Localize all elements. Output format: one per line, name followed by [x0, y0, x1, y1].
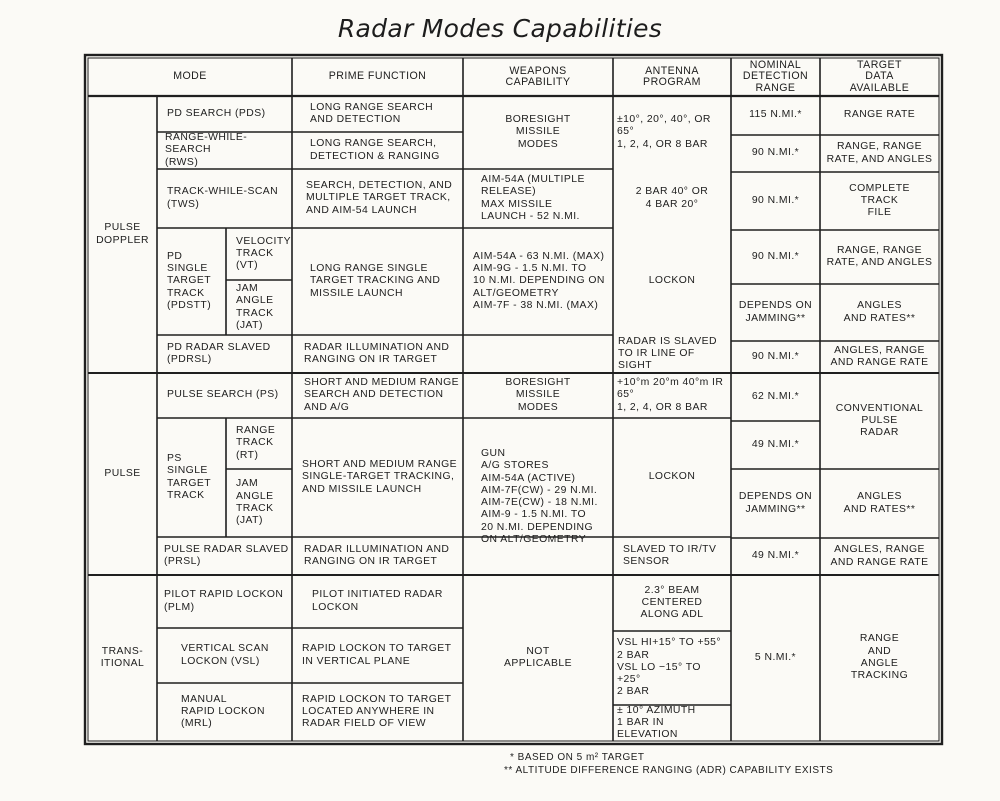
mode-rt: RANGE TRACK (RT) [236, 425, 276, 461]
group-pulse-doppler: PULSE DOPPLER [96, 222, 149, 246]
antenna-pdstt: LOCKON [648, 275, 696, 287]
antenna-mrl: ± 10° AZIMUTH 1 BAR IN ELEVATION [617, 704, 696, 741]
page-title: Radar Modes Capabilities [337, 14, 663, 43]
mode-prsl: PULSE RADAR SLAVED (PRSL) [164, 543, 289, 567]
target-tws: COMPLETE TRACK FILE [849, 182, 910, 219]
mode-pdrsl: PD RADAR SLAVED (PDRSL) [167, 341, 271, 365]
range-rt: 49 N.MI.* [751, 438, 800, 450]
mode-mrl: MANUAL RAPID LOCKON (MRL) [181, 693, 265, 730]
target-prsl: ANGLES, RANGE AND RANGE RATE [830, 544, 929, 568]
function-prsl: RADAR ILLUMINATION AND RANGING ON IR TARGET [304, 543, 450, 567]
weapons-ps: BORESIGHT MISSILE MODES [505, 377, 571, 413]
target-rws: RANGE, RANGE RATE, AND ANGLES [826, 141, 933, 165]
group-transitional: TRANS- ITIONAL [100, 645, 145, 669]
range-jat-pd: DEPENDS ON JAMMING** [738, 300, 813, 324]
antenna-pd-search: ±10°, 20°, 40°, OR 65° 1, 2, 4, OR 8 BAR [617, 114, 711, 150]
header-nominal-detection-range: NOMINAL DETECTION RANGE [742, 58, 809, 94]
mode-jat-pd: JAM ANGLE TRACK (JAT) [236, 282, 274, 331]
mode-vsl: VERTICAL SCAN LOCKON (VSL) [181, 643, 269, 667]
range-ps: 62 N.MI.* [751, 390, 800, 402]
mode-jat-p: JAM ANGLE TRACK (JAT) [236, 478, 274, 527]
antenna-prsl: SLAVED TO IR/TV SENSOR [623, 543, 717, 567]
target-pulse-search: CONVENTIONAL PULSE RADAR [835, 402, 924, 439]
function-plm: PILOT INITIATED RADAR LOCKON [312, 589, 443, 613]
antenna-tws: 2 BAR 40° OR 4 BAR 20° [635, 186, 709, 210]
footnote-adr: ** ALTITUDE DIFFERENCE RANGING (ADR) CAPABILITY EXISTS [504, 765, 834, 776]
function-ps: SHORT AND MEDIUM RANGE SEARCH AND DETECTION AND A/G [304, 377, 460, 413]
antenna-pstt: LOCKON [648, 471, 696, 483]
header-target-data-available: TARGET DATA AVAILABLE [849, 58, 910, 94]
header-mode: MODE [173, 70, 207, 83]
range-prsl: 49 N.MI.* [751, 550, 800, 562]
target-jat-p: ANGLES AND RATES** [843, 491, 916, 515]
mode-vt: VELOCITY TRACK (VT) [236, 235, 291, 272]
weapons-pd-search: BORESIGHT MISSILE MODES [505, 114, 571, 150]
range-transitional: 5 N.MI.* [754, 651, 797, 663]
mode-plm: PILOT RAPID LOCKON (PLM) [164, 589, 284, 613]
weapons-transitional: NOT APPLICABLE [503, 645, 573, 669]
function-pdrsl: RADAR ILLUMINATION AND RANGING ON IR TARGET [304, 341, 450, 365]
antenna-pdrsl: RADAR IS SLAVED TO IR LINE OF SIGHT [618, 335, 717, 372]
function-pstt: SHORT AND MEDIUM RANGE SINGLE-TARGET TRACKING, AND MISSILE LAUNCH [302, 459, 458, 495]
function-mrl: RAPID LOCKON TO TARGET LOCATED ANYWHERE IN RADAR FIELD OF VIEW [302, 693, 452, 730]
mode-tws: TRACK-WHILE-SCAN (TWS) [167, 186, 279, 210]
target-jat-pd: ANGLES AND RATES** [843, 300, 916, 324]
target-vt: RANGE, RANGE RATE, AND ANGLES [826, 244, 933, 268]
antenna-plm: 2.3° BEAM CENTERED ALONG ADL [640, 584, 704, 621]
range-rws: 90 N.MI.* [751, 147, 800, 159]
target-pdrsl: ANGLES, RANGE AND RANGE RATE [830, 344, 929, 368]
antenna-vsl: VSL HI+15° TO +55° 2 BAR VSL LO −15° TO +25° 2 BAR [617, 637, 722, 698]
mode-rws: RANGE-WHILE-SEARCH (RWS) [165, 132, 248, 168]
range-tws: 90 N.MI.* [751, 194, 800, 206]
target-transitional: RANGE AND ANGLE TRACKING [850, 633, 909, 682]
range-pdrsl: 90 N.MI.* [751, 350, 800, 362]
header-weapons-capability: WEAPONS CAPABILITY [505, 64, 571, 88]
mode-ps: PULSE SEARCH (PS) [167, 389, 279, 401]
function-pdstt: LONG RANGE SINGLE TARGET TRACKING AND MISSILE LAUNCH [310, 263, 441, 299]
group-pulse: PULSE [104, 467, 141, 479]
range-pds: 115 N.MI.* [749, 109, 802, 121]
weapons-tws: AIM-54A (MULTIPLE RELEASE) MAX MISSILE LAUNCH - 52 N.MI. [481, 173, 585, 222]
range-vt: 90 N.MI.* [751, 250, 800, 262]
range-jat-p: DEPENDS ON JAMMING** [738, 491, 813, 515]
footnote-target-size: * BASED ON 5 m² TARGET [510, 752, 645, 763]
antenna-ps: +10°m 20°m 40°m IR 65° 1, 2, 4, OR 8 BAR [617, 377, 724, 413]
header-antenna-program: ANTENNA PROGRAM [643, 64, 701, 88]
mode-pds: PD SEARCH (PDS) [167, 107, 266, 119]
function-vsl: RAPID LOCKON TO TARGET IN VERTICAL PLANE [302, 643, 452, 667]
header-prime-function: PRIME FUNCTION [328, 70, 427, 83]
weapons-pdstt: AIM-54A - 63 N.MI. (MAX) AIM-9G - 1.5 N.MI. TO 10 N.MI. DEPENDING ON ALT/GEOMETRY AIM-7F - 38 N.MI. (MAX) [473, 250, 605, 311]
weapons-pstt: GUN A/G STORES AIM-54A (ACTIVE) AIM-7F(CW) - 29 N.MI. AIM-7E(CW) - 18 N.MI. AIM-9 - 1.5 N.MI. TO 20 N.MI. DEPENDING ON ALT/GEOMETRY [481, 448, 598, 546]
function-pds: LONG RANGE SEARCH AND DETECTION [310, 101, 434, 125]
mode-pdstt: PD SINGLE TARGET TRACK (PDSTT) [167, 250, 212, 311]
target-pds: RANGE RATE [843, 109, 916, 121]
mode-pstt: PS SINGLE TARGET TRACK [167, 452, 212, 501]
function-rws: LONG RANGE SEARCH, DETECTION & RANGING [310, 138, 440, 162]
function-tws: SEARCH, DETECTION, AND MULTIPLE TARGET TRACK, AND AIM-54 LAUNCH [306, 180, 453, 216]
